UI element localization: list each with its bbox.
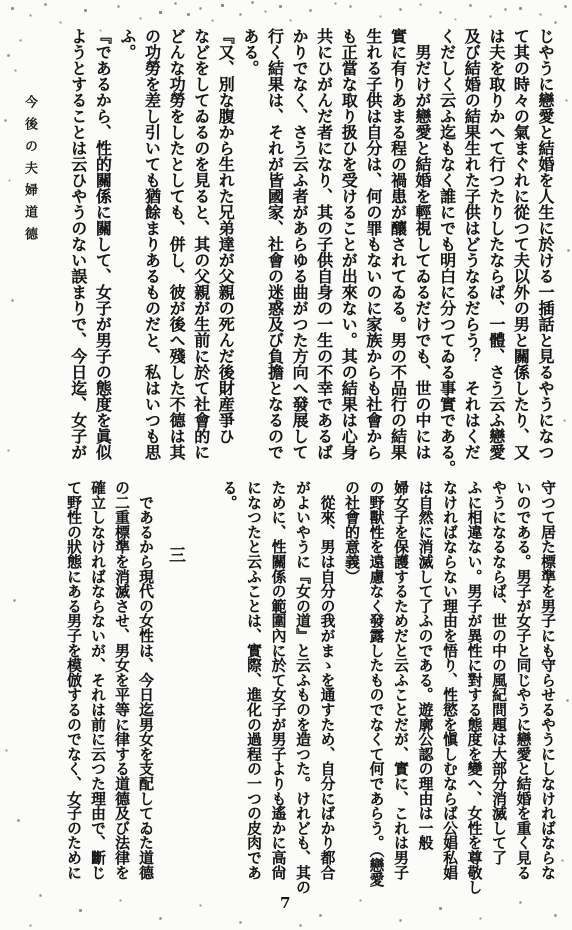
text-column: て其の時々の氣まぐれに從つて夫以外の男と關係したり、又 [511, 28, 531, 460]
text-column: などをしてゐるのを見ると、其の父親が生前に於て社會的に [191, 28, 211, 460]
page-number: 7 [280, 894, 291, 912]
scan-speckle-noise [0, 0, 1, 1]
text-column: 守つて居た標準を男子にも守らせるやうにしなければならな [539, 480, 556, 880]
text-column: 及び結婚の結果生れた子供はどうなるだらう？ それはくだ [462, 28, 482, 460]
text-column: て野性の狀態にある男子を模倣するのでなく、女子のために [65, 480, 82, 880]
text-column: ある。 [240, 28, 260, 76]
lower-text-block-after-section [61, 480, 157, 896]
text-column: くだしく云ふ迄もなく誰にでも明白に分つてゐる事實である。 [437, 28, 457, 476]
upper-text-block [65, 28, 557, 480]
text-column: やうになるならば、世の中の風紀問題は大部分消滅して了 [490, 480, 507, 865]
text-column: ようとすることは云ひやうのない誤まりで、今日迄、女子が [68, 28, 88, 460]
text-column: かりでなく、さう云ふ者があらゆる曲がつた方向へ發展して [290, 28, 310, 460]
text-column: ために、性關係の範圍內に於て女子が男子よりも遙かに高尙 [269, 480, 287, 880]
section-number: 三 [165, 546, 185, 563]
text-column: 『であるから、性的關係に關して、女子が男子の態度を眞似 [93, 28, 113, 460]
text-column: 婦女子を保護するためだと云ふことだが、實に、これは男子 [392, 480, 409, 880]
text-column: 『又、別な腹から生れた兄弟達が父親の死んだ後財産爭ひ [216, 28, 236, 444]
text-column: 生れる子供は自分は、何の罪もないのに家族からも社會から [363, 28, 383, 460]
text-column: の野獸性を遠慮なく發露したものでなくて何であらう。（戀愛 [367, 480, 385, 887]
text-column: も正當な取り扱ひを受けることが出來ない。其の結果は心身 [339, 28, 359, 460]
text-column: どんな功勞をしたとしても、併し、彼が後へ殘した不德は其 [167, 28, 187, 460]
text-column: 男だけが戀愛と結婚を輕視してゐるだけでも、世の中には [413, 28, 433, 460]
text-column: ふに相違ない。男子が異性に對する態度を變へ、女性を尊敬し [465, 480, 483, 895]
text-column: の社會的意義） [343, 480, 360, 584]
text-column: がよいやうに『女の道』と云ふものを造つた。けれども、其の [294, 480, 311, 895]
text-column: 確立しなければならないが、それは前に云つた理由で、斷じ [89, 480, 106, 880]
lower-text-block-before-section [216, 480, 559, 896]
text-column: の二重標準を消滅させ、男女を平等に律する道德及び法律を [113, 480, 130, 880]
text-column: いのである。男子が女子と同じやうに戀愛と結婚を重く見る [514, 480, 532, 880]
text-column: ふ。 [117, 28, 137, 60]
text-column: になつたと云ふことは、實際、進化の過程の一つの皮肉であ [245, 480, 262, 880]
running-header: 今後の夫婦道德 [22, 95, 37, 249]
text-column: であるから現代の女性は、今日迄男女を支配してゐた道德 [137, 480, 154, 880]
text-column: は夫を取りかへて行つたりしたならば、一體、さう云ふ戀愛 [486, 28, 506, 460]
text-column: る。 [220, 480, 238, 510]
text-column: 行く結果は、それが皆國家、社會の迷惑及び負擔となるので [265, 28, 285, 460]
text-column: じやうに戀愛と結婚を人生に於ける一插話と見るやうになつ [536, 28, 555, 460]
text-column: の功勞を差し引いても猶餘まりあるものだと、私はいつも思 [142, 28, 162, 460]
text-column: 從來、男は自分の我がまゝを通すため、自分にばかり都合 [318, 480, 336, 880]
text-column: なければならない理由を悟り、性慾を愼しむならば公娼私娼 [441, 480, 458, 880]
text-column: 實に有りあまる程の禍患が釀されてゐる。男の不品行の結果 [388, 28, 408, 460]
text-column: は自然に消滅して了ふのである。遊廓公認の理由は一般 [416, 480, 434, 850]
text-column: 共にひがんだ者になり、其の子供自身の一生の不幸であるば [314, 28, 334, 460]
